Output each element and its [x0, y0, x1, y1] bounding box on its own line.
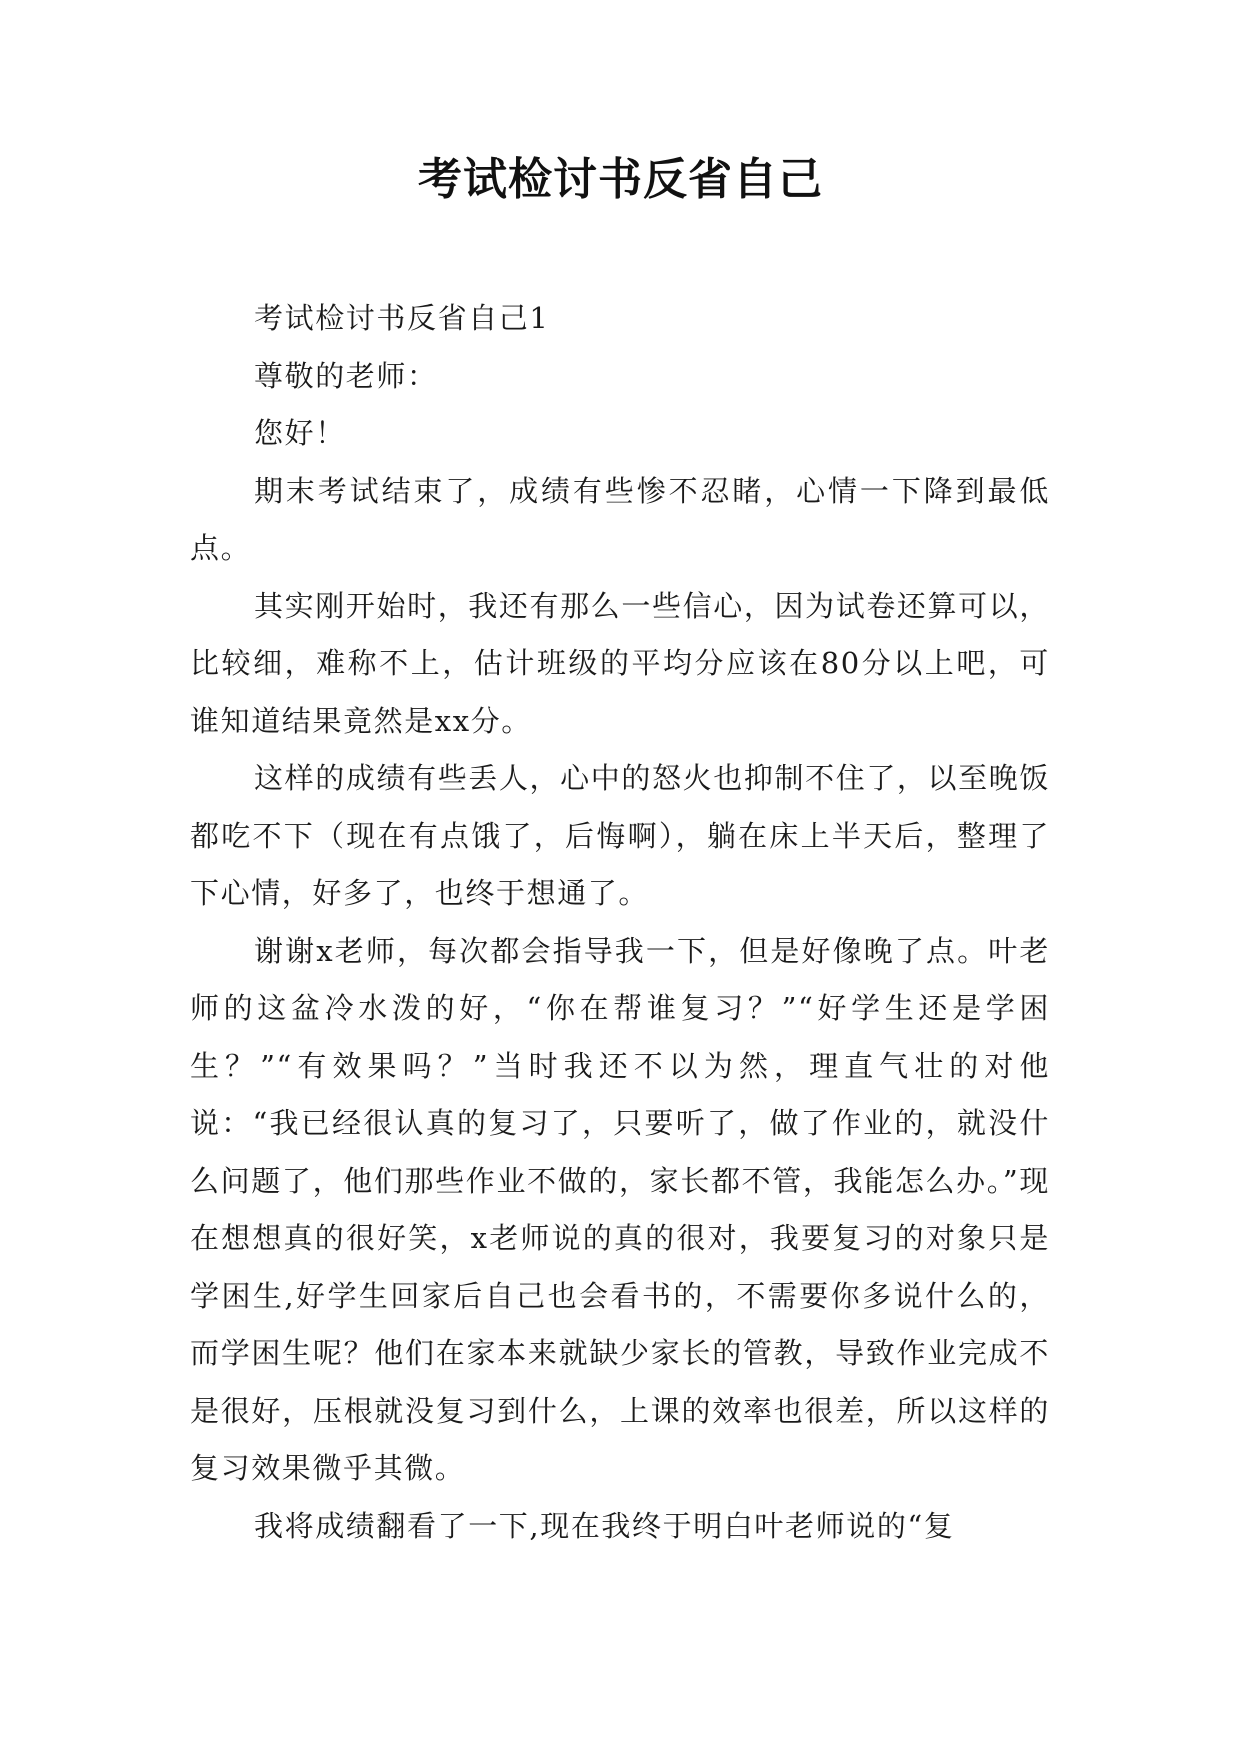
- document-body: [190, 290, 1050, 1555]
- body-paragraph: 我将成绩翻看了一下,现在我终于明白叶老师说的“复: [254, 1508, 955, 1543]
- document-title: 考试检讨书反省自己: [418, 154, 823, 205]
- body-paragraph: 其实刚开始时，我还有那么一些信心，因为试卷还算可以，比较细，难称不上，估计班级的平均分应该在80分以上吧，可谁知道结果竟然是xx分。: [190, 588, 1050, 738]
- body-paragraph: 期末考试结束了，成绩有些惨不忍睹，心情一下降到最低点。: [190, 473, 1050, 565]
- body-paragraph: 谢谢x老师，每次都会指导我一下，但是好像晚了点。叶老师的这盆冷水泼的好，“你在帮谁复习？”“好学生还是学困生？”“有效果吗？”当时我还不以为然，理直气壮的对他说：“我已经很认真的复习了，只要听了，做了作业的，就没什么问题了，他们那些作业不做的，家长都不管，我能怎么办。”现在想想真的很好笑，x老师说的真的很对，我要复习的对象只是学困生,好学生回家后自己也会看书的，不需要你多说什么的，而学困生呢？他们在家本来就缺少家长的管教，导致作业完成不是很好，压根就没复习到什么，上课的效率也很差，所以这样的复习效果微乎其微。: [190, 933, 1050, 1485]
- greeting: 您好！: [254, 416, 346, 450]
- section-heading: 考试检讨书反省自己1: [254, 301, 550, 335]
- salutation: 尊敬的老师：: [254, 358, 438, 393]
- body-paragraph: 这样的成绩有些丢人，心中的怒火也抑制不住了，以至晚饭都吃不下（现在有点饿了，后悔啊），躺在床上半天后，整理了下心情，好多了，也终于想通了。: [190, 761, 1050, 910]
